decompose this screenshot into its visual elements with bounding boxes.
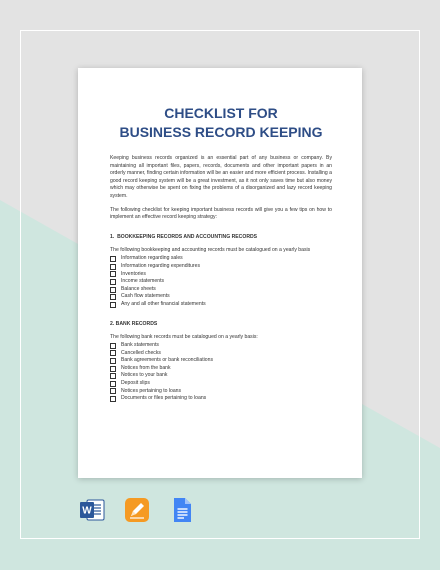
checkbox-icon[interactable]	[110, 287, 116, 293]
checkbox-icon[interactable]	[110, 373, 116, 379]
checklist-item-label: Deposit slips	[121, 380, 150, 387]
checkbox-icon[interactable]	[110, 294, 116, 300]
checklist-item	[110, 380, 332, 388]
frame-line	[20, 538, 420, 539]
frame-line	[20, 30, 420, 31]
checkbox-icon[interactable]	[110, 381, 116, 387]
google-docs-icon[interactable]	[169, 497, 195, 523]
checkbox-icon[interactable]	[110, 343, 116, 349]
title-line-2: BUSINESS RECORD KEEPING	[119, 124, 323, 140]
checkbox-icon[interactable]	[110, 396, 116, 402]
checklist-item-label: Information regarding expenditures	[121, 262, 201, 269]
checklist-item-label: Notices to your bank	[121, 372, 168, 379]
checkbox-icon[interactable]	[110, 388, 116, 394]
checklist-item-label: Cancelled checks	[121, 349, 161, 356]
checkbox-icon[interactable]	[110, 302, 116, 308]
checklist-item	[110, 342, 332, 350]
checkbox-icon[interactable]	[110, 264, 116, 270]
section-bank-records	[110, 321, 332, 403]
checklist-item	[110, 271, 332, 279]
checklist-item	[110, 293, 332, 301]
checklist-item-label: Income statements	[121, 278, 165, 285]
checklist-item-label: Inventories	[121, 270, 146, 277]
checklist-item	[110, 388, 332, 396]
checklist-item-label: Information regarding sales	[121, 255, 183, 262]
app-icons-row	[79, 497, 195, 523]
checklist-item	[110, 372, 332, 380]
section-intro: The following bookkeeping and accounting records must be catalogued on a yearly basis	[110, 246, 311, 253]
checklist-item	[110, 263, 332, 271]
frame-line	[419, 30, 420, 538]
checklist-item-label: Cash flow statements	[121, 293, 170, 300]
checklist-item-label: Notices from the bank	[121, 364, 171, 371]
microsoft-word-icon[interactable]	[79, 497, 105, 523]
checklist-item-label: Notices pertaining to loans	[121, 387, 182, 394]
checklist	[110, 255, 332, 308]
checklist-item	[110, 278, 332, 286]
title-line-1: CHECKLIST FOR	[164, 105, 278, 121]
checklist-item-label: Any and all other financial statements	[121, 300, 206, 307]
section-intro: The following bank records must be catalogued on a yearly basis:	[110, 333, 258, 340]
checklist-item	[110, 255, 332, 263]
checkbox-icon[interactable]	[110, 350, 116, 356]
section-bookkeeping	[110, 234, 332, 309]
checklist-item	[110, 365, 332, 373]
section-heading: 2. BANK RECORDS	[110, 320, 158, 327]
checklist-item-label: Bank agreements or bank reconciliations	[121, 357, 214, 364]
checklist-item	[110, 286, 332, 294]
checklist-item	[110, 301, 332, 309]
frame-line	[20, 30, 21, 538]
checklist-item	[110, 395, 332, 403]
word-letter: W	[82, 505, 92, 517]
intro-paragraph: Keeping business records organized is an essential part of any business or company. By maintaining all important files, papers, records, documents and other important papers in an orderly manner, finding certain information will be an easier and more efficient process. Installing a good record keeping system will be a great investment, as it not only saves time but also money which may otherwise be spent on fixing the problems of a disorganized and lazy record keeping system.	[110, 155, 332, 199]
apple-pages-icon[interactable]	[124, 497, 150, 523]
checkbox-icon[interactable]	[110, 366, 116, 372]
checklist-item-label: Bank statements	[121, 342, 159, 349]
checklist	[110, 342, 332, 403]
section-heading: 1. BOOKKEEPING RECORDS AND ACCOUNTING RECORDS	[110, 233, 258, 240]
document-page	[78, 68, 362, 478]
checklist-item-label: Balance sheets	[121, 285, 156, 292]
checklist-item	[110, 357, 332, 365]
checkbox-icon[interactable]	[110, 279, 116, 285]
document-title	[110, 104, 332, 142]
lead-paragraph: The following checklist for keeping important business records will give you a few tips on how to implement an effective record keeping strategy:	[110, 206, 332, 221]
checklist-item-label: Documents or files pertaining to loans	[121, 395, 207, 402]
checklist-item	[110, 350, 332, 358]
checkbox-icon[interactable]	[110, 358, 116, 364]
checkbox-icon[interactable]	[110, 256, 116, 262]
checkbox-icon[interactable]	[110, 271, 116, 277]
